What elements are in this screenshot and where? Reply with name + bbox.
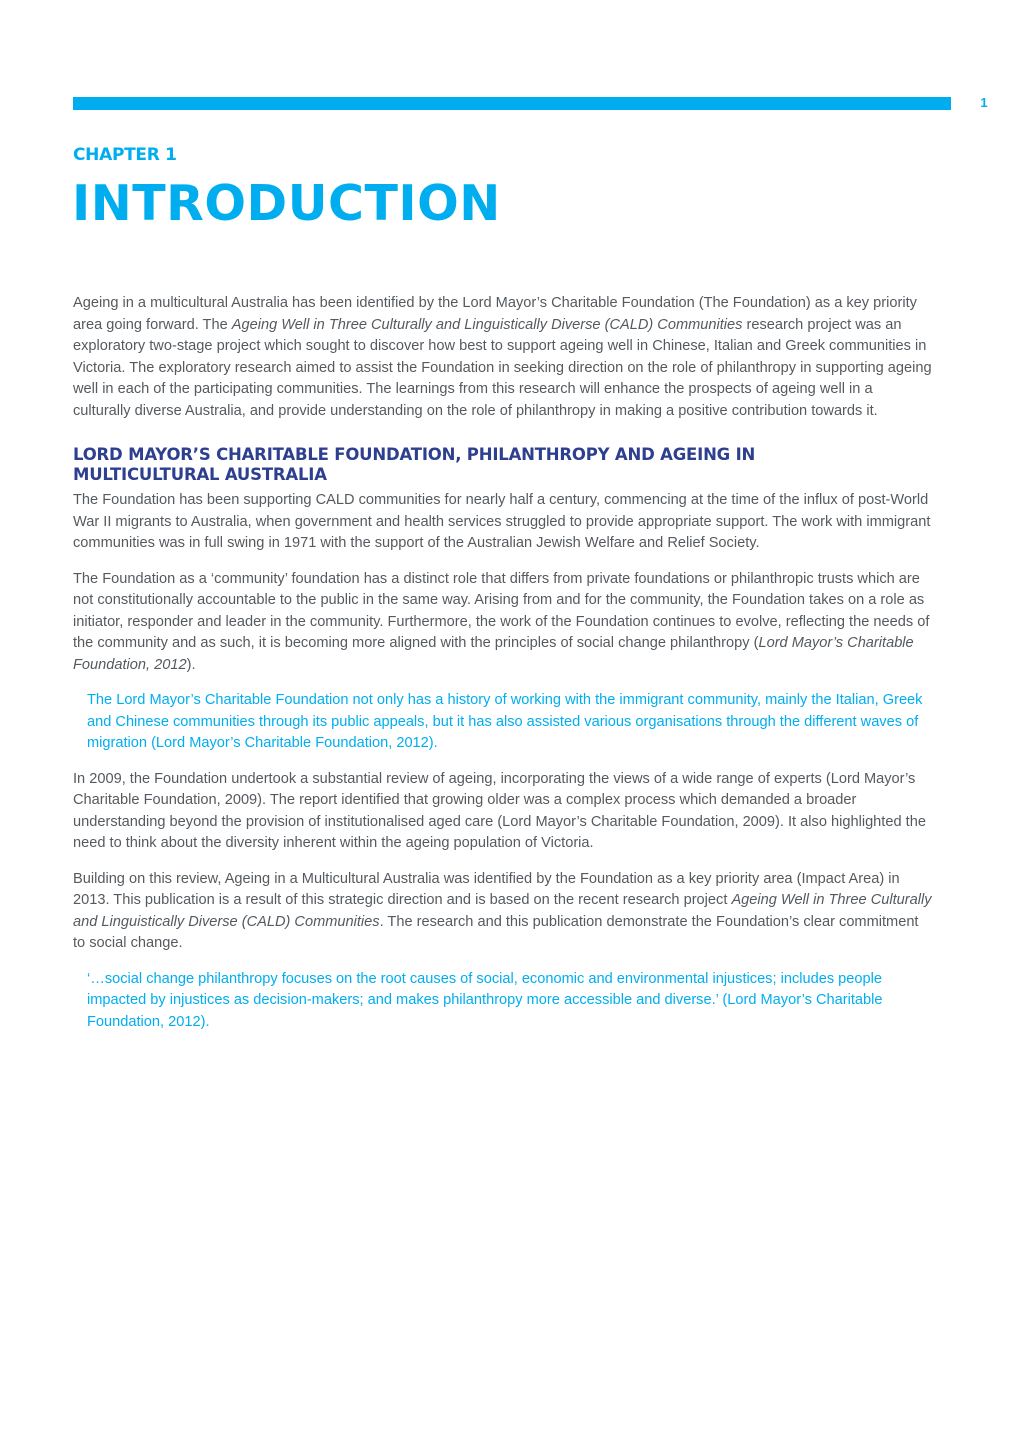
section-paragraph-1: The Foundation has been supporting CALD communities for nearly half a century, commencing at the time of the influx of post-World War II migrants to Australia, when government and health services struggled to provide appropriate support. The work with immigrant communities was in full swing in 1971 with the support of the Australian Jewish Welfare and Relief Society. [73,492,931,551]
page-title: INTRODUCTION [72,175,501,232]
pull-quote-1: The Lord Mayor’s Charitable Foundation not only has a history of working with the immigrant community, mainly the Italian, Greek and Chinese communities through its public appeals, but it has also assisted various organisations through the different waves of migration (Lord Mayor’s Charitable Foundation, 2012). [87,692,923,751]
paragraph-2-citation: Lord Mayor’s Charitable Foundation, 2012 [73,635,914,673]
section-paragraph-2 [73,569,933,677]
paragraph-2-text: The Foundation as a ‘community’ foundation has a distinct role that differs from private foundations or philanthropic trusts which are not constitutionally accountable to the public in the same way. Arising from and for the community, the Foundation takes on a role as initiator, responder and leader in the community. Furthermore, the work of the Foundation continues to evolve, reflecting the needs of the community and as such, it is becoming more aligned with the principles of social change philanthropy ( [73,570,930,651]
page-number: 1 [980,95,988,110]
intro-text-2: research project was an exploratory two-stage project which sought to discover how best to support ageing well in Chinese, Italian and Greek communities in Victoria. The exploratory research aimed to assist the Foundation in seeking direction on the role of philanthropy in supporting ageing well in each of the participating communities. The learnings from this research will enhance the prospects of ageing well in a culturally diverse Australia, and provide understanding on the role of philanthropy in making a positive contribution towards it. [73,316,932,419]
intro-project-title: Ageing Well in Three Culturally and Linguistically Diverse (CALD) Communities [231,316,743,333]
intro-paragraph [73,293,933,422]
chapter-label: CHAPTER 1 [73,145,177,165]
section-paragraph-3: In 2009, the Foundation undertook a substantial review of ageing, incorporating the views of a wide range of experts (Lord Mayor’s Charitable Foundation, 2009). The report identified that growing older was a complex process which demanded a broader understanding beyond the provision of institutionalised aged care (Lord Mayor’s Charitable Foundation, 2009). It also highlighted the need to think about the diversity inherent within the ageing population of Victoria. [73,770,926,851]
paragraph-4-end: . The research and this publication demonstrate the Foundation’s clear commitment to social change. [73,913,919,951]
main-content [73,293,933,1047]
intro-text-1: Ageing in a multicultural Australia has been identified by the Lord Mayor’s Charitable Foundation (The Foundation) as a key priority area going forward. The [73,295,917,333]
section-paragraph-4 [73,869,933,955]
paragraph-2-end: ). [186,656,196,673]
header-accent-bar [73,97,951,110]
section-heading: LORD MAYOR’S CHARITABLE FOUNDATION, PHILANTHROPY AND AGEING IN MULTICULTURAL AUSTRALIA [73,445,756,484]
pull-quote-2: ‘…social change philanthropy focuses on the root causes of social, economic and environmental injustices; includes people impacted by injustices as decision-makers; and makes philanthropy more accessible and diverse.’ (Lord Mayor’s Charitable Foundation, 2012). [87,970,883,1030]
paragraph-4-project-title: Ageing Well in Three Culturally and Linguistically Diverse (CALD) Communities [73,892,932,930]
paragraph-4-text: Building on this review, Ageing in a Multicultural Australia was identified by the Foundation as a key priority area (Impact Area) in 2013. This publication is a result of this strategic direction and is based on the recent research project [73,870,900,908]
